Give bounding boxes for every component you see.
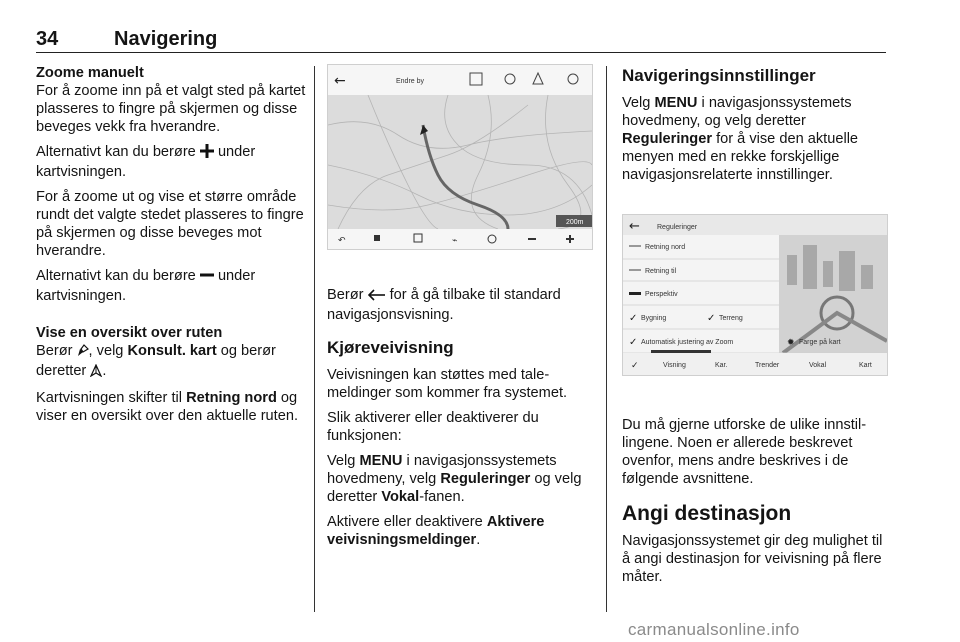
svg-text:✹: ✹ <box>787 338 795 348</box>
map-tool-icon <box>77 344 89 362</box>
paragraph: For å zoome ut og vise et større område rundt det valgte stedet plasseres to fingre på skjermen og disse beveges mot hverandre. <box>36 189 304 259</box>
svg-text:✓: ✓ <box>631 361 639 371</box>
map-screen-image <box>327 64 593 250</box>
svg-text:⌁: ⌁ <box>452 236 458 246</box>
settings-item: Farge på kart <box>799 339 841 346</box>
paragraph: Velg MENU i navigasjonssystemets hovedmeny, velg Reguleringer og velg deretter Vokal-fanen. <box>327 453 582 505</box>
svg-text:←: ← <box>334 73 346 89</box>
settings-tab: Vokal <box>809 362 827 369</box>
svg-text:✓: ✓ <box>629 313 638 324</box>
settings-item: Perspektiv <box>645 291 678 298</box>
paragraph: Navigasjonssystemet gir deg mulighet til å angi destinasjon for veivisning på flere måter. <box>622 533 883 585</box>
paragraph: Kartvisningen skifter til Retning nord og viser en oversikt over den aktuelle ruten. <box>36 390 299 424</box>
map-screen-graphic <box>328 65 592 249</box>
settings-item: Bygning <box>641 315 667 322</box>
watermark: carmanualsonline.info <box>628 620 800 639</box>
column-2 <box>327 64 593 556</box>
section-heading: Angi destinasjon <box>622 502 792 525</box>
column-1 <box>36 64 306 432</box>
svg-text:↶: ↶ <box>338 236 346 246</box>
settings-tab: Kart <box>859 362 872 369</box>
column-divider <box>606 66 607 612</box>
settings-item: Terreng <box>719 315 743 322</box>
paragraph: For å zoome inn på et valgt sted på kartet plasseres to fingre på skjermen og disse beveges vekk fra hverandre. <box>36 83 306 135</box>
paragraph: Berør , velg Konsult. kart og berør deretter . <box>36 342 306 382</box>
minus-icon <box>200 268 214 287</box>
map-scale-label: 200m <box>566 219 584 226</box>
paragraph: Aktivere eller deaktivere Aktivere veivisningsmeldinger. <box>327 514 545 548</box>
settings-screen-title: Reguleringer <box>657 224 698 231</box>
page-header <box>36 28 886 53</box>
settings-tab: Trender <box>755 362 780 369</box>
chapter-title: Navigering <box>114 28 218 50</box>
section-heading: Kjøreveivisning <box>327 338 454 357</box>
svg-text:←: ← <box>629 219 640 234</box>
map-screen-title: Endre by <box>396 78 425 85</box>
paragraph: Alternativt kan du berøre under kartvisningen. <box>36 268 256 304</box>
paragraph: Slik aktiverer eller deaktiverer du funksjonen: <box>327 410 539 444</box>
svg-text:✓: ✓ <box>629 337 638 348</box>
page-number: 34 <box>36 28 59 50</box>
section-heading: Navigeringsinnstillinger <box>622 66 816 85</box>
column-divider <box>314 66 315 612</box>
settings-item: Retning nord <box>645 244 686 251</box>
back-arrow-icon <box>368 288 386 306</box>
paragraph: Berør for å gå tilbake til standard navigasjonsvisning. <box>327 287 561 323</box>
settings-item: Automatisk justering av Zoom <box>641 339 734 346</box>
section-title: Vise en oversikt over ruten <box>36 325 223 341</box>
settings-screen-image <box>622 214 888 376</box>
svg-text:✓: ✓ <box>707 313 716 324</box>
column-3 <box>622 64 890 593</box>
plus-icon <box>200 144 214 163</box>
paragraph: Alternativt kan du berøre under kartvisningen. <box>36 144 256 180</box>
north-arrow-icon <box>90 364 102 382</box>
settings-tab: Visning <box>663 362 686 369</box>
paragraph: Veivisningen kan støttes med talemeldinger som kommer fra systemet. <box>327 367 568 401</box>
settings-screen-graphic <box>623 215 887 375</box>
paragraph: Velg MENU i navigasjonssystemets hovedmeny, og velg deretter Reguleringer for å vise den aktuelle menyen med en rekke forskjellige navigasjonsrelaterte innstillinger. <box>622 95 859 183</box>
settings-tab: Kar. <box>715 362 728 369</box>
section-title: Zoome manuelt <box>36 65 144 81</box>
settings-item: Retning til <box>645 268 677 275</box>
paragraph: Du må gjerne utforske de ulike innstillingene. Noen er allerede beskrevet ovenfor, mens andre beskrives i de følgende avsnittene. <box>622 417 867 487</box>
